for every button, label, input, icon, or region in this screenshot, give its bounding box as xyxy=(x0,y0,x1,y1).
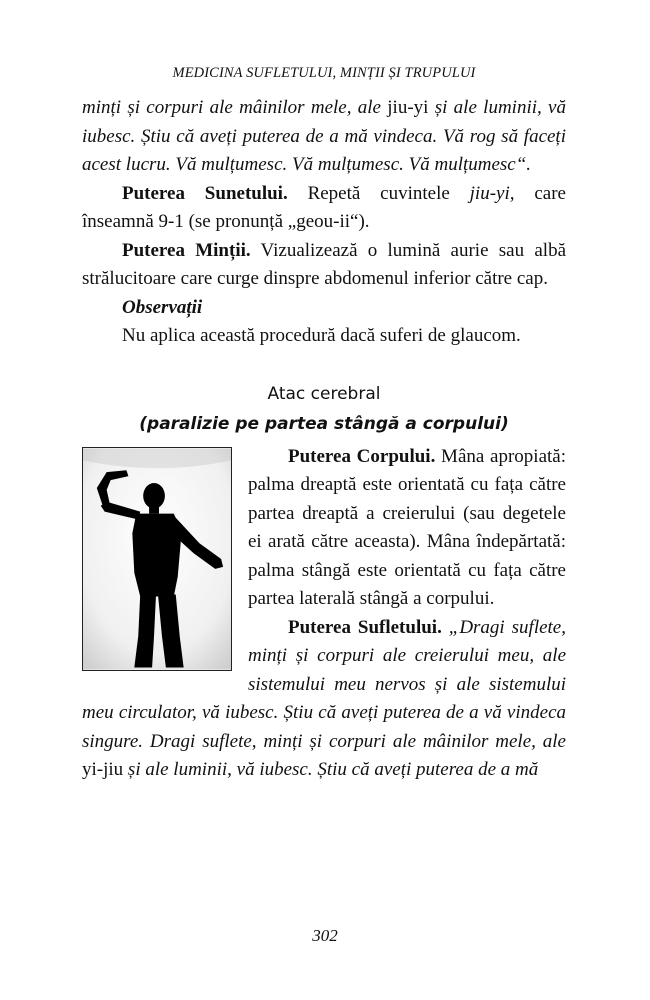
text-plain: jiu-yi xyxy=(380,97,435,118)
text-italic: și ale luminii, vă iubesc. Știu că aveți puterea de a mă xyxy=(127,759,539,780)
paragraph-sound-power xyxy=(82,180,566,237)
text-plain: Repetă cuvintele xyxy=(287,182,470,204)
text-plain: Vizualizează o lumină aurie sau albă strălucitoare care curge dinspre abdomenul inferior către cap. xyxy=(82,239,566,289)
section-title: Atac cerebral xyxy=(267,383,381,404)
observations-text: Nu aplica această procedură dacă suferi de glaucom. xyxy=(122,325,521,346)
paragraph-continuation xyxy=(82,94,566,180)
text-italic: „Dragi suflete, minți și corpuri ale creierului meu, ale sistemului meu nervos și ale sistemului meu circulator, vă iubesc. Știu că aveți puterea de a vă vindeca singure. Dragi suflete, minți și corpuri ale mâinilor mele, ale xyxy=(82,616,566,752)
paragraph-heading: Puterea Sunetului. xyxy=(122,182,288,204)
text-plain: yi-jiu xyxy=(82,759,128,780)
page-body xyxy=(82,62,566,785)
section-subtitle: (paralizie pe partea stângă a corpului) xyxy=(139,413,509,434)
paragraph-heading: Puterea Corpului. xyxy=(288,445,436,467)
running-head: MEDICINA SUFLETULUI, MINȚII ȘI TRUPULUI xyxy=(172,65,476,81)
paragraph-heading: Puterea Sufletului. xyxy=(288,616,442,638)
text-plain: care înseamnă 9-1 (se pronunță „geou-ii“). xyxy=(82,182,566,232)
text-italic: și ale luminii, vă iubesc. Știu că aveți puterea de a mă vindeca. Vă rog să faceți acest lucru. Vă mulțumesc. Vă mulțumesc. Vă mulțumesc“. xyxy=(82,97,566,175)
observations-label: Observații xyxy=(122,296,203,318)
silhouette-figure-icon xyxy=(83,448,231,670)
paragraph-mind-power xyxy=(82,237,566,294)
page-number: 302 xyxy=(312,926,338,945)
text-plain: Mâna apropiată: palma dreaptă este orientată cu fața către partea dreaptă a creierului (sau degetele ei arată către aceasta). Mâna îndepărtată: palma stângă este orientată cu fața către partea laterală stângă a corpului. xyxy=(248,445,566,609)
text-italic: minți și corpuri ale mâinilor mele, ale xyxy=(82,97,381,118)
text-italic: jiu-yi, xyxy=(469,182,515,204)
paragraph-heading: Puterea Minții. xyxy=(122,239,251,261)
silhouette-photo xyxy=(82,447,232,671)
